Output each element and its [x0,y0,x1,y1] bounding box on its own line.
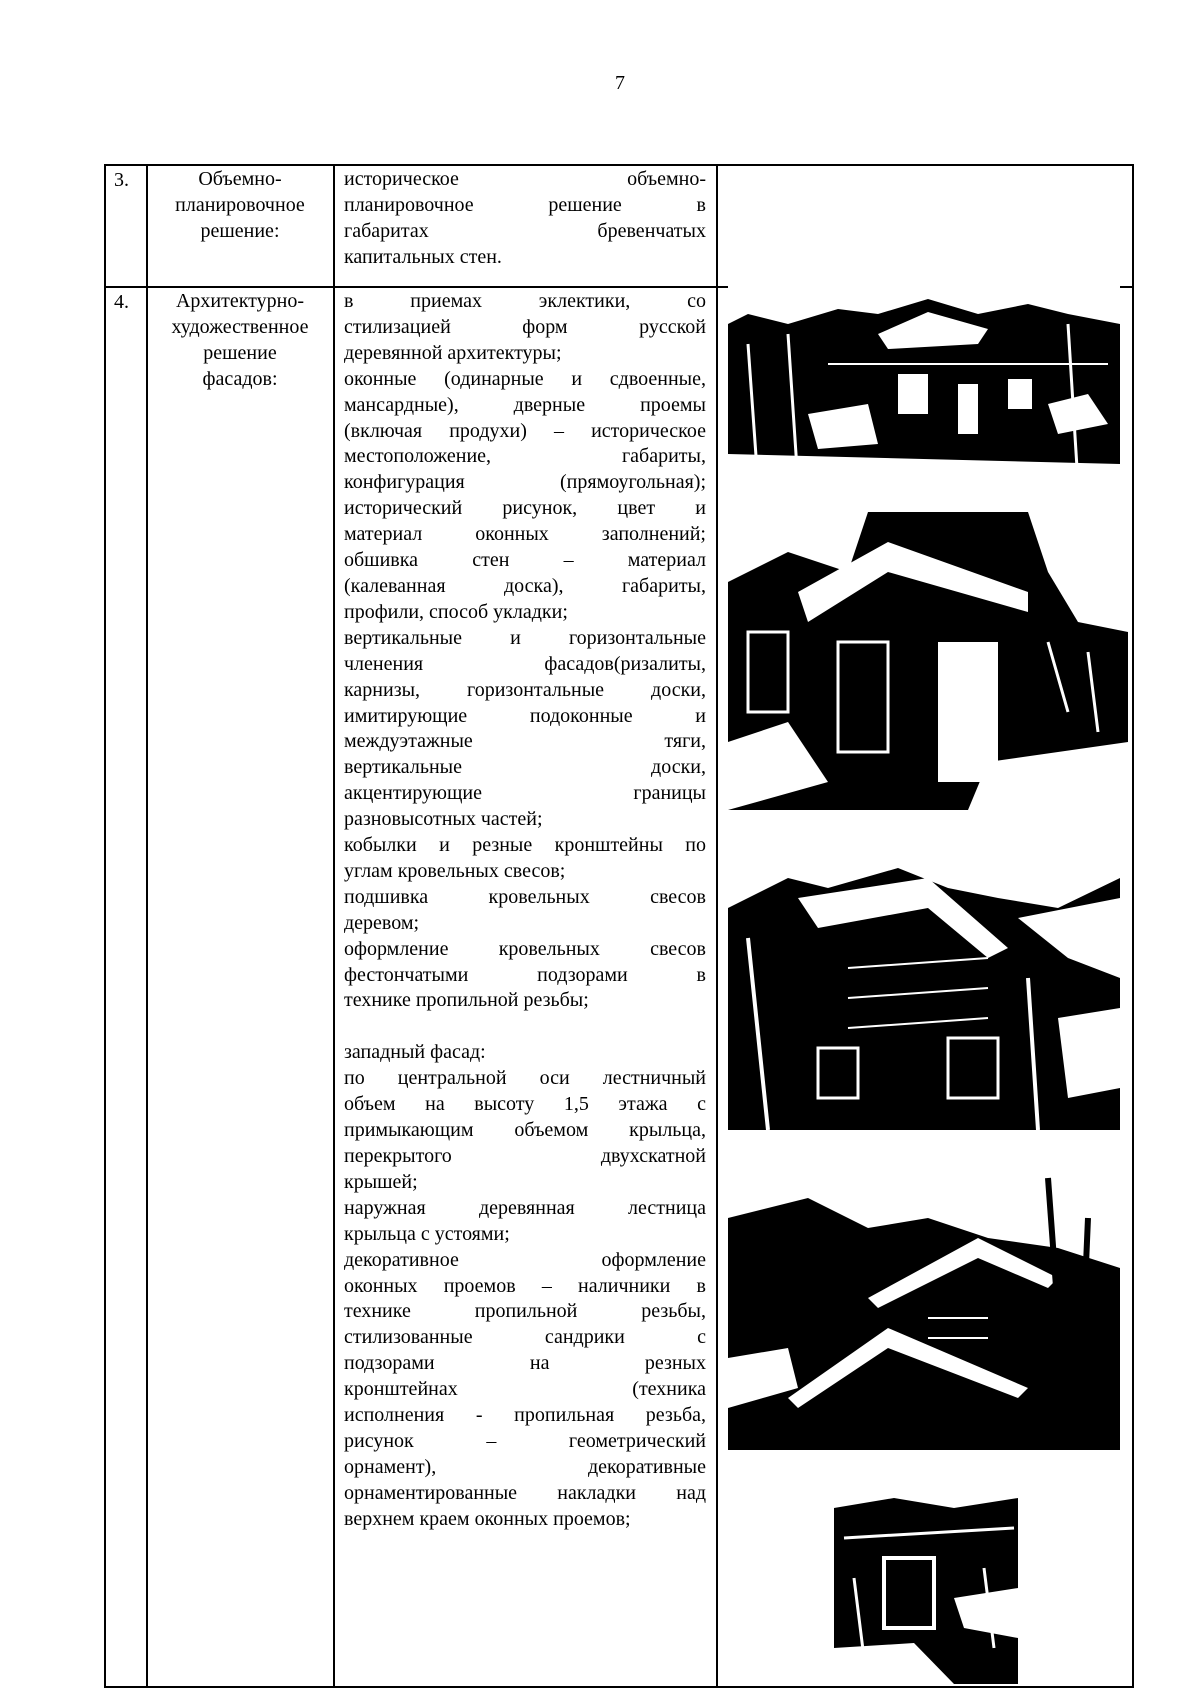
row-4-desc-line: кронштейнах (техника [344,1378,706,1401]
table-border-right [1132,164,1134,1688]
row-4-desc-line: (включая продухи) – историческое [344,419,706,442]
row-3-description [344,167,706,271]
row-4-desc-line: карнизы, горизонтальные доски, [344,678,706,701]
row-4-desc-line: углам кровельных свесов; [344,859,566,882]
row-4-desc-line: междуэтажные тяги, [344,730,706,753]
row-4-label-line: Архитектурно- [175,290,305,312]
row-4-desc-line: разновысотных частей; [344,808,543,831]
row-4-desc-line: подзорами на резных [344,1352,706,1375]
row-4-desc-line: верхнем краем оконных проемов; [344,1507,631,1530]
col-divider-3 [716,164,718,1688]
row-4-desc-line: исторический рисунок, цвет и [344,497,706,520]
row-3-label [150,167,330,245]
row-4-desc-line: мансардные), дверные проемы [344,393,706,416]
table-border-top [104,164,1134,166]
row-4-desc-line: кобылки и резные кронштейны по [344,834,706,857]
row-4-desc-line: материал оконных заполнений; [344,523,706,546]
row-4-desc-line: примыкающим объемом крыльца, [344,1119,706,1142]
row-4-desc-line: крыльца с устоями; [344,1222,510,1245]
row-4-label [150,289,330,393]
row-4-desc-line: стилизованные сандрики с [344,1326,706,1349]
row-4-desc-line: конфигурация (прямоугольная); [344,471,706,494]
row-4-desc-line: профили, способ укладки; [344,600,568,623]
photo-house-2 [728,512,1128,810]
row-4-desc-line: оконных проемов – наличники в [344,1274,706,1297]
photo-house-4 [728,1158,1120,1450]
table-border-left [104,164,106,1688]
row-3-label-line: планировочное [175,193,305,216]
row-4-description [344,289,706,1533]
row-4-label-line: фасадов: [202,367,278,390]
photo-house-5 [834,1478,1018,1684]
row-3-label-line: решение: [200,219,280,242]
row-4-desc-line: деревянной архитектуры; [344,341,562,364]
col-divider-2 [333,164,335,1688]
row-4-desc-line: обшивка стен – материал [344,549,706,572]
row-4-desc-line: стилизацией форм русской [344,315,706,338]
row-3-desc-line: габаритах бревенчатых [344,219,706,242]
row-3-desc-line: капитальных стен. [344,245,502,268]
row-4-desc-line: деревом; [344,911,420,934]
row-4-desc-line: подшивка кровельных свесов [344,885,706,908]
row-4-desc-line: технике пропильной резьбы; [344,989,589,1012]
row-4-desc-line: (калеванная доска), габариты, [344,574,706,597]
row-4-desc-line: фестончатыми подзорами в [344,963,706,986]
table-border-bottom [104,1686,1134,1688]
row-3-label-line: Объемно- [198,168,282,190]
row-4-desc-line: декоративное оформление [344,1248,706,1271]
row-4-desc-line: наружная деревянная лестница [344,1196,706,1219]
row-4-desc-line: местоположение, габариты, [344,445,706,468]
row-4-desc-line: рисунок – геометрический [344,1429,706,1452]
row-3-desc-line: планировочное решение в [344,193,706,216]
row-4-desc-line: оконные (одинарные и сдвоенные, [344,367,706,390]
row-4-desc-line: членения фасадов(ризалиты, [344,652,706,675]
row-4-desc-line: орнамент), декоративные [344,1455,706,1478]
row-4-desc-line: перекрытого двухскатной [344,1145,706,1167]
row-3-desc-line: историческое объемно- [344,168,706,190]
row-4-desc-line: по центральной оси лестничный [344,1067,706,1090]
row-3-number: 3. [114,169,129,191]
row-4-desc-line: вертикальные доски, [344,756,706,779]
row-4-desc-line: западный фасад: [344,1041,486,1064]
row-4-desc-line: оформление кровельных свесов [344,937,706,960]
row-4-desc-line: технике пропильной резьбы, [344,1300,706,1323]
row-4-desc-line: имитирующие подоконные и [344,704,706,727]
row-4-desc-line: объем на высоту 1,5 этажа с [344,1093,706,1116]
row-4-desc-line: орнаментированные накладки над [344,1481,706,1504]
row-4-number: 4. [114,291,129,313]
row-4-label-line: решение [203,341,277,364]
row-4-label-line: художественное [171,315,309,338]
row-4-desc-line: крышей; [344,1170,418,1193]
row-4-desc-line: в приемах эклектики, со [344,290,706,312]
page-number: 7 [615,72,625,94]
photo-house-1 [728,284,1120,484]
row-4-desc-gap [344,1014,706,1040]
row-4-desc-line: вертикальные и горизонтальные [344,626,706,649]
row-4-desc-line: исполнения - пропильная резьба, [344,1404,706,1427]
col-divider-1 [146,164,148,1688]
row-4-desc-line: акцентирующие границы [344,782,706,805]
photo-house-3 [728,838,1120,1130]
